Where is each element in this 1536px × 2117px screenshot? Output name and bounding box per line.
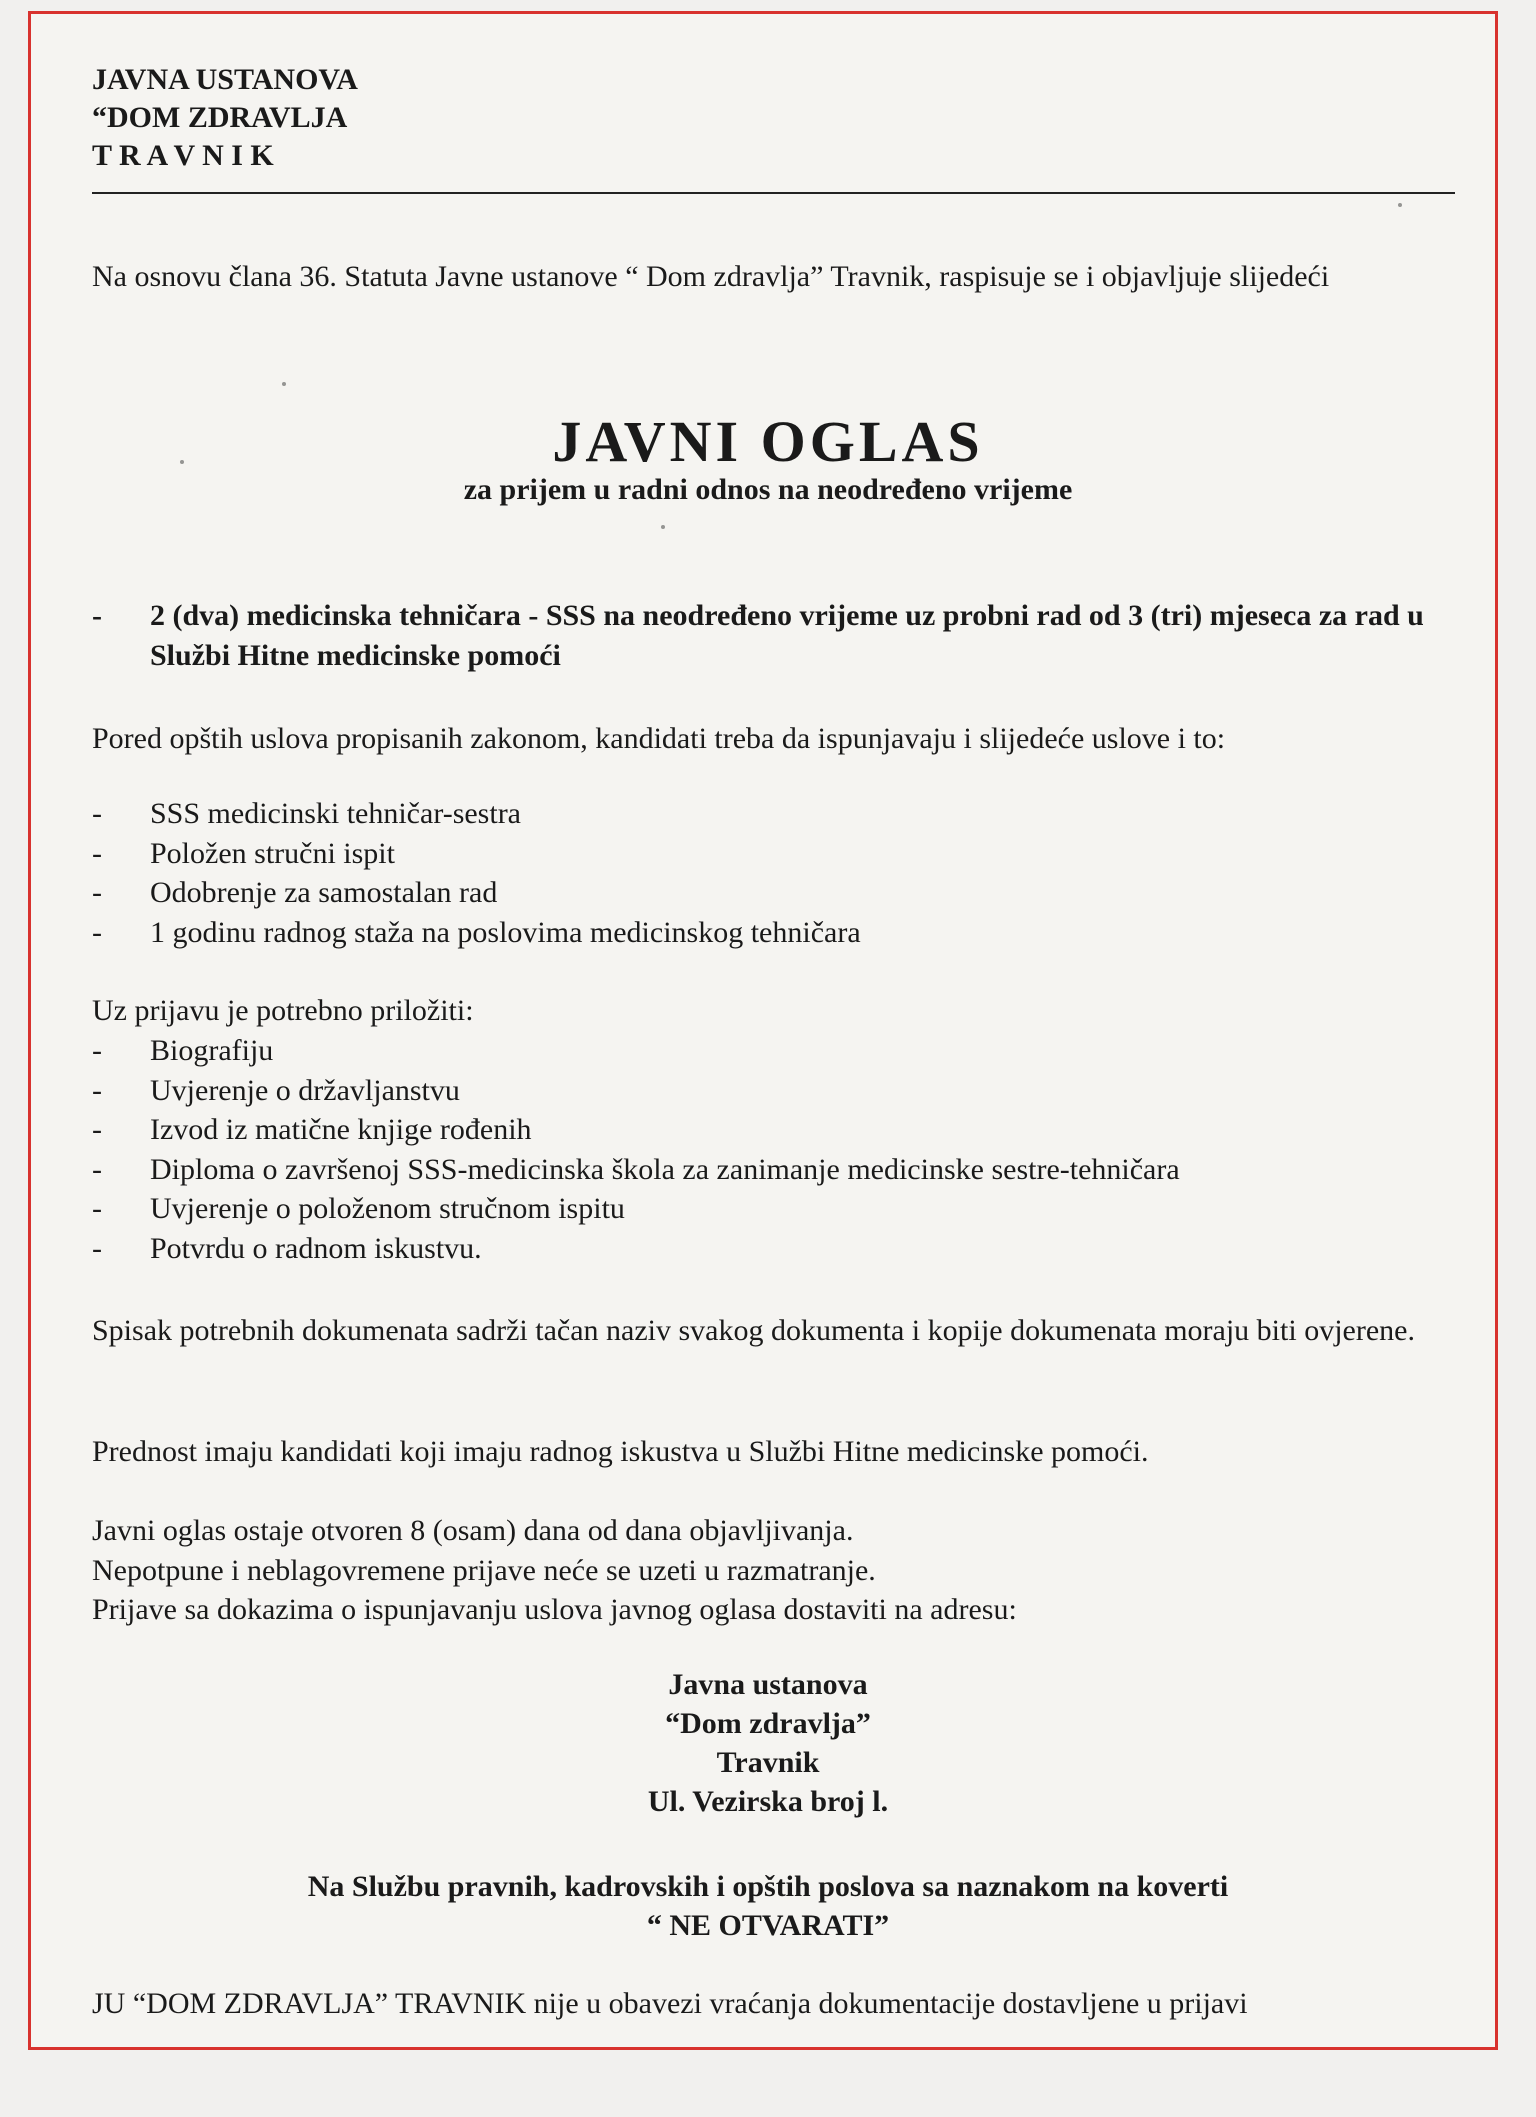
list-dash: - [92, 915, 102, 949]
conditions-intro: Pored opštih uslova propisanih zakonom, kandidati treba da ispunjavaju i slijedeće uslove i to: [92, 722, 1226, 755]
condition-text: Odobrenje za samostalan rad [150, 876, 498, 909]
footer-disclaimer: JU “DOM ZDRAVLJA” TRAVNIK nije u obavezi vraćanja dokumentacije dostavljene u prijavi [92, 1987, 1248, 2020]
list-dash: - [92, 1192, 102, 1225]
condition-text: Položen stručni ispit [150, 836, 395, 870]
list-dash: - [92, 599, 102, 632]
address-line: Ul. Vezirska broj l. [647, 1785, 889, 1818]
address-line: Javna ustanova [668, 1668, 868, 1701]
address-line: Travnik [716, 1746, 820, 1779]
header-institution: JAVNA USTANOVA [92, 63, 358, 96]
header-divider [92, 192, 1455, 194]
page-title: JAVNI OGLAS [552, 408, 984, 474]
list-dash: - [92, 1034, 102, 1067]
document-text: Diploma o završenoj SSS-medicinska škola za zanimanje medicinske sestre-tehničara [150, 1152, 1180, 1186]
position-text: 2 (dva) medicinska tehničara - SSS na neodređeno vrijeme uz probni rad od 3 (tri) mjeseca za rad u Službi Hitne medicinske pomoći [150, 599, 1424, 672]
condition-text: SSS medicinski tehničar-sestra [150, 797, 522, 830]
position-item [92, 596, 1462, 676]
list-dash: - [92, 1152, 102, 1186]
header-dom-zdravlja: “DOM ZDRAVLJA [92, 101, 348, 134]
condition-text: 1 godinu radnog staža na poslovima medicinskog tehničara [150, 915, 861, 949]
document-text: Uvjerenje o položenom stručnom ispitu [150, 1192, 625, 1225]
envelope-line: Na Službu pravnih, kadrovskih i opštih poslova sa naznakom na koverti [307, 1870, 1229, 1903]
list-dash: - [92, 1113, 102, 1146]
header-city: T R A V N I K [92, 139, 274, 172]
address-block [0, 1665, 1536, 1821]
address-line: “Dom zdravlja” [665, 1707, 871, 1740]
page-subtitle: za prijem u radni odnos na neodređeno vrijeme [463, 473, 1073, 506]
scan-speck [1398, 203, 1402, 207]
envelope-instructions [0, 1867, 1536, 1945]
list-dash: - [92, 1073, 102, 1107]
documents-intro: Uz prijavu je potrebno priložiti: [92, 994, 474, 1027]
scan-speck [282, 382, 286, 386]
note-documents: Spisak potrebnih dokumenata sadrži tačan naziv svakog dokumenta i kopije dokumenata moraju biti ovjerene. [92, 1314, 1415, 1347]
closing-line-1: Javni oglas ostaje otvoren 8 (osam) dana od dana objavljivanja. [92, 1514, 854, 1547]
list-dash: - [92, 1231, 102, 1265]
list-dash: - [92, 836, 102, 870]
list-dash: - [92, 797, 102, 830]
document-text: Potvrdu o radnom iskustvu. [150, 1231, 482, 1265]
scan-speck [180, 460, 184, 464]
intro-paragraph: Na osnovu člana 36. Statuta Javne ustanove “ Dom zdravlja” Travnik, raspisuje se i objavljuje slijedeći [92, 260, 1330, 293]
scan-speck [661, 525, 665, 529]
note-advantage: Prednost imaju kandidati koji imaju radnog iskustva u Službi Hitne medicinske pomoći. [92, 1435, 1149, 1468]
document-text: Uvjerenje o državljanstvu [150, 1073, 460, 1107]
list-dash: - [92, 876, 102, 909]
closing-line-3: Prijave sa dokazima o ispunjavanju uslova javnog oglasa dostaviti na adresu: [92, 1593, 1017, 1626]
document-text: Izvod iz matične knjige rođenih [150, 1113, 532, 1146]
document-text: Biografiju [150, 1034, 274, 1067]
closing-line-2: Nepotpune i neblagovremene prijave neće se uzeti u razmatranje. [92, 1554, 876, 1587]
envelope-line: “ NE OTVARATI” [646, 1909, 890, 1942]
